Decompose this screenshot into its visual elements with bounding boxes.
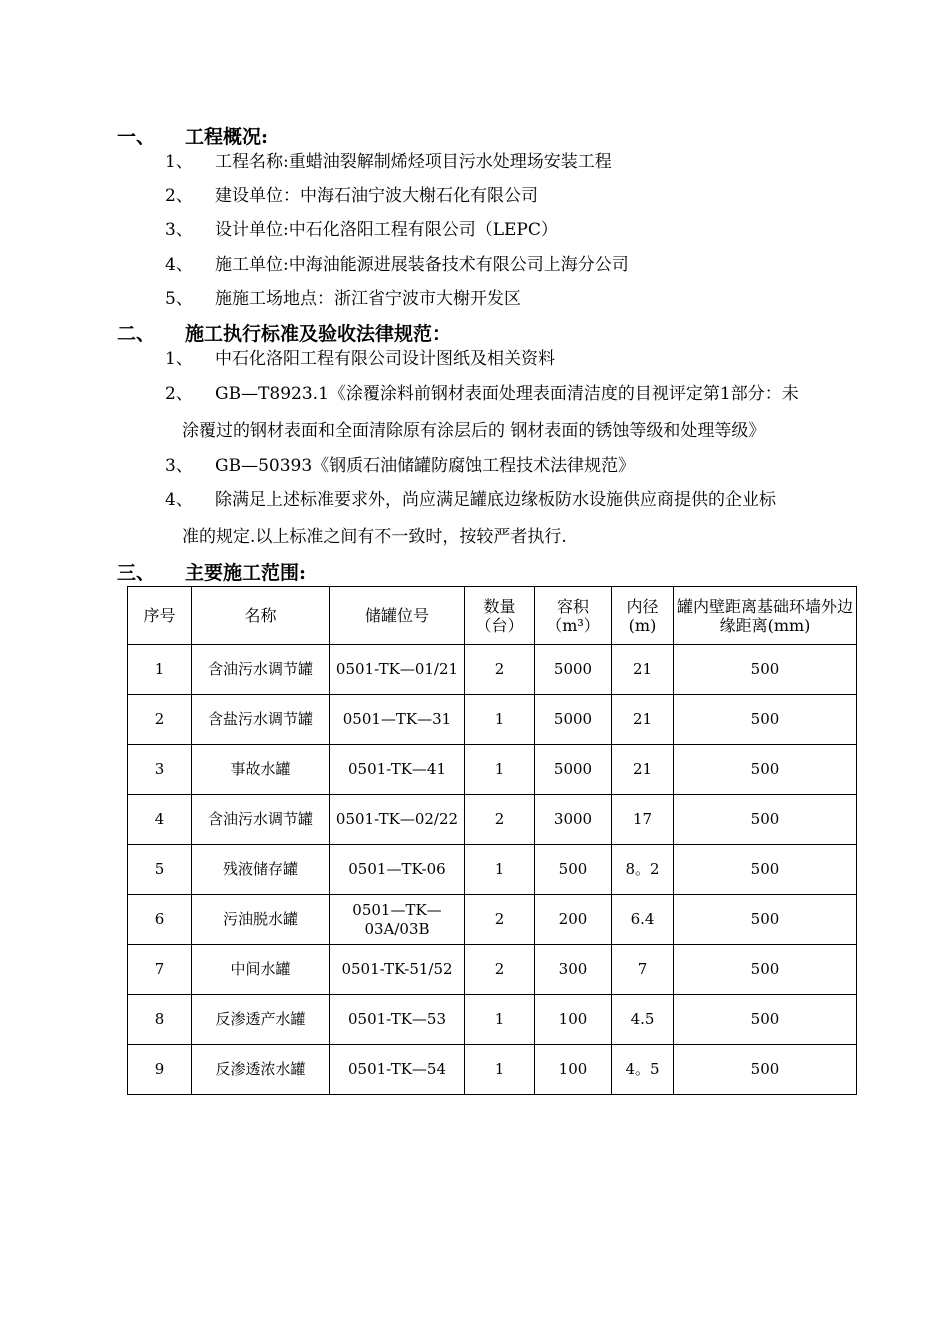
cell-tag: 0501-TK—01/21 (330, 645, 465, 695)
cell-name: 残液储存罐 (192, 845, 330, 895)
table-row (128, 995, 857, 1045)
cell-quantity: 2 (465, 795, 535, 845)
col-header-diameter: 内径(m) (612, 587, 674, 645)
table-row (128, 795, 857, 845)
cell-tag: 0501-TK—53 (330, 995, 465, 1045)
cell-quantity: 1 (465, 995, 535, 1045)
item-text: 施工单位:中海油能源进展装备技术有限公司上海分公司 (215, 255, 629, 275)
cell-volume: 3000 (535, 795, 612, 845)
cell-volume: 500 (535, 845, 612, 895)
cell-index: 1 (128, 645, 192, 695)
cell-index: 3 (128, 745, 192, 795)
cell-volume: 5000 (535, 745, 612, 795)
cell-quantity: 2 (465, 645, 535, 695)
item-index: 2、 (165, 384, 193, 404)
section-number: 二、 (117, 323, 156, 345)
col-header-index: 序号 (128, 587, 192, 645)
cell-name: 事故水罐 (192, 745, 330, 795)
cell-distance: 500 (674, 745, 857, 795)
cell-volume: 5000 (535, 695, 612, 745)
cell-diameter: 21 (612, 695, 674, 745)
section-title: 工程概况: (185, 126, 269, 148)
cell-quantity: 1 (465, 695, 535, 745)
item-index: 3、 (165, 220, 193, 240)
table-row (128, 1045, 857, 1095)
cell-index: 7 (128, 945, 192, 995)
cell-distance: 500 (674, 695, 857, 745)
cell-volume: 100 (535, 995, 612, 1045)
section-title: 主要施工范围: (185, 562, 307, 584)
cell-distance: 500 (674, 845, 857, 895)
tank-table (127, 586, 857, 1095)
col-header-distance: 罐内壁距离基础环墙外边缘距离(mm) (674, 587, 857, 645)
section-number: 三、 (117, 562, 156, 584)
col-header-volume: 容积（m³） (535, 587, 612, 645)
cell-tag: 0501—TK—03A/03B (330, 895, 465, 945)
item-index: 4、 (165, 255, 193, 275)
section-number: 一、 (117, 126, 156, 148)
table-row (128, 745, 857, 795)
cell-index: 8 (128, 995, 192, 1045)
cell-quantity: 1 (465, 845, 535, 895)
item-index: 3、 (165, 456, 193, 476)
item-text: 建设单位：中海石油宁波大榭石化有限公司 (215, 186, 538, 206)
cell-volume: 300 (535, 945, 612, 995)
cell-name: 含油污水调节罐 (192, 795, 330, 845)
item-index: 2、 (165, 186, 193, 206)
cell-tag: 0501-TK—54 (330, 1045, 465, 1095)
cell-diameter: 4.5 (612, 995, 674, 1045)
cell-name: 含盐污水调节罐 (192, 695, 330, 745)
cell-index: 9 (128, 1045, 192, 1095)
cell-name: 反渗透浓水罐 (192, 1045, 330, 1095)
cell-distance: 500 (674, 995, 857, 1045)
item-continuation: 涂覆过的钢材表面和全面清除原有涂层后的 钢材表面的锈蚀等级和处理等级》 (182, 421, 766, 441)
cell-quantity: 2 (465, 895, 535, 945)
cell-quantity: 1 (465, 745, 535, 795)
item-text: 中石化洛阳工程有限公司设计图纸及相关资料 (215, 349, 555, 369)
item-text: 施施工场地点：浙江省宁波市大榭开发区 (215, 289, 521, 309)
cell-volume: 100 (535, 1045, 612, 1095)
cell-index: 2 (128, 695, 192, 745)
item-continuation: 准的规定.以上标准之间有不一致时，按较严者执行. (182, 527, 567, 547)
cell-volume: 200 (535, 895, 612, 945)
cell-diameter: 4。5 (612, 1045, 674, 1095)
cell-index: 5 (128, 845, 192, 895)
cell-distance: 500 (674, 945, 857, 995)
cell-diameter: 21 (612, 645, 674, 695)
cell-distance: 500 (674, 895, 857, 945)
col-header-name: 名称 (192, 587, 330, 645)
table-row (128, 945, 857, 995)
item-index: 1、 (165, 152, 193, 172)
cell-quantity: 1 (465, 1045, 535, 1095)
cell-diameter: 8。2 (612, 845, 674, 895)
cell-volume: 5000 (535, 645, 612, 695)
cell-tag: 0501-TK—41 (330, 745, 465, 795)
col-header-quantity: 数量（台） (465, 587, 535, 645)
table-row (128, 895, 857, 945)
cell-name: 反渗透产水罐 (192, 995, 330, 1045)
cell-index: 6 (128, 895, 192, 945)
cell-diameter: 7 (612, 945, 674, 995)
cell-distance: 500 (674, 645, 857, 695)
cell-name: 含油污水调节罐 (192, 645, 330, 695)
table-row (128, 695, 857, 745)
cell-quantity: 2 (465, 945, 535, 995)
item-text: GB—50393《钢质石油储罐防腐蚀工程技术法律规范》 (215, 456, 636, 476)
item-index: 1、 (165, 349, 193, 369)
table-header-row (128, 587, 857, 645)
cell-tag: 0501—TK—31 (330, 695, 465, 745)
item-text: 工程名称:重蜡油裂解制烯烃项目污水处理场安装工程 (215, 152, 612, 172)
item-index: 4、 (165, 490, 193, 510)
table-row (128, 645, 857, 695)
cell-index: 4 (128, 795, 192, 845)
cell-tag: 0501-TK—02/22 (330, 795, 465, 845)
cell-tag: 0501-TK-51/52 (330, 945, 465, 995)
item-text: 除满足上述标准要求外，尚应满足罐底边缘板防水设施供应商提供的企业标 (215, 490, 776, 510)
cell-distance: 500 (674, 795, 857, 845)
item-index: 5、 (165, 289, 193, 309)
cell-distance: 500 (674, 1045, 857, 1095)
cell-tag: 0501—TK-06 (330, 845, 465, 895)
cell-diameter: 17 (612, 795, 674, 845)
section-title: 施工执行标准及验收法律规范： (185, 323, 452, 345)
item-text: 设计单位:中石化洛阳工程有限公司（LEPC） (215, 220, 558, 240)
cell-diameter: 6.4 (612, 895, 674, 945)
table-row (128, 845, 857, 895)
item-text: GB—T8923.1《涂覆涂料前钢材表面处理表面清洁度的目视评定第1部分：未 (215, 384, 799, 404)
cell-diameter: 21 (612, 745, 674, 795)
cell-name: 中间水罐 (192, 945, 330, 995)
col-header-tag: 储罐位号 (330, 587, 465, 645)
cell-name: 污油脱水罐 (192, 895, 330, 945)
